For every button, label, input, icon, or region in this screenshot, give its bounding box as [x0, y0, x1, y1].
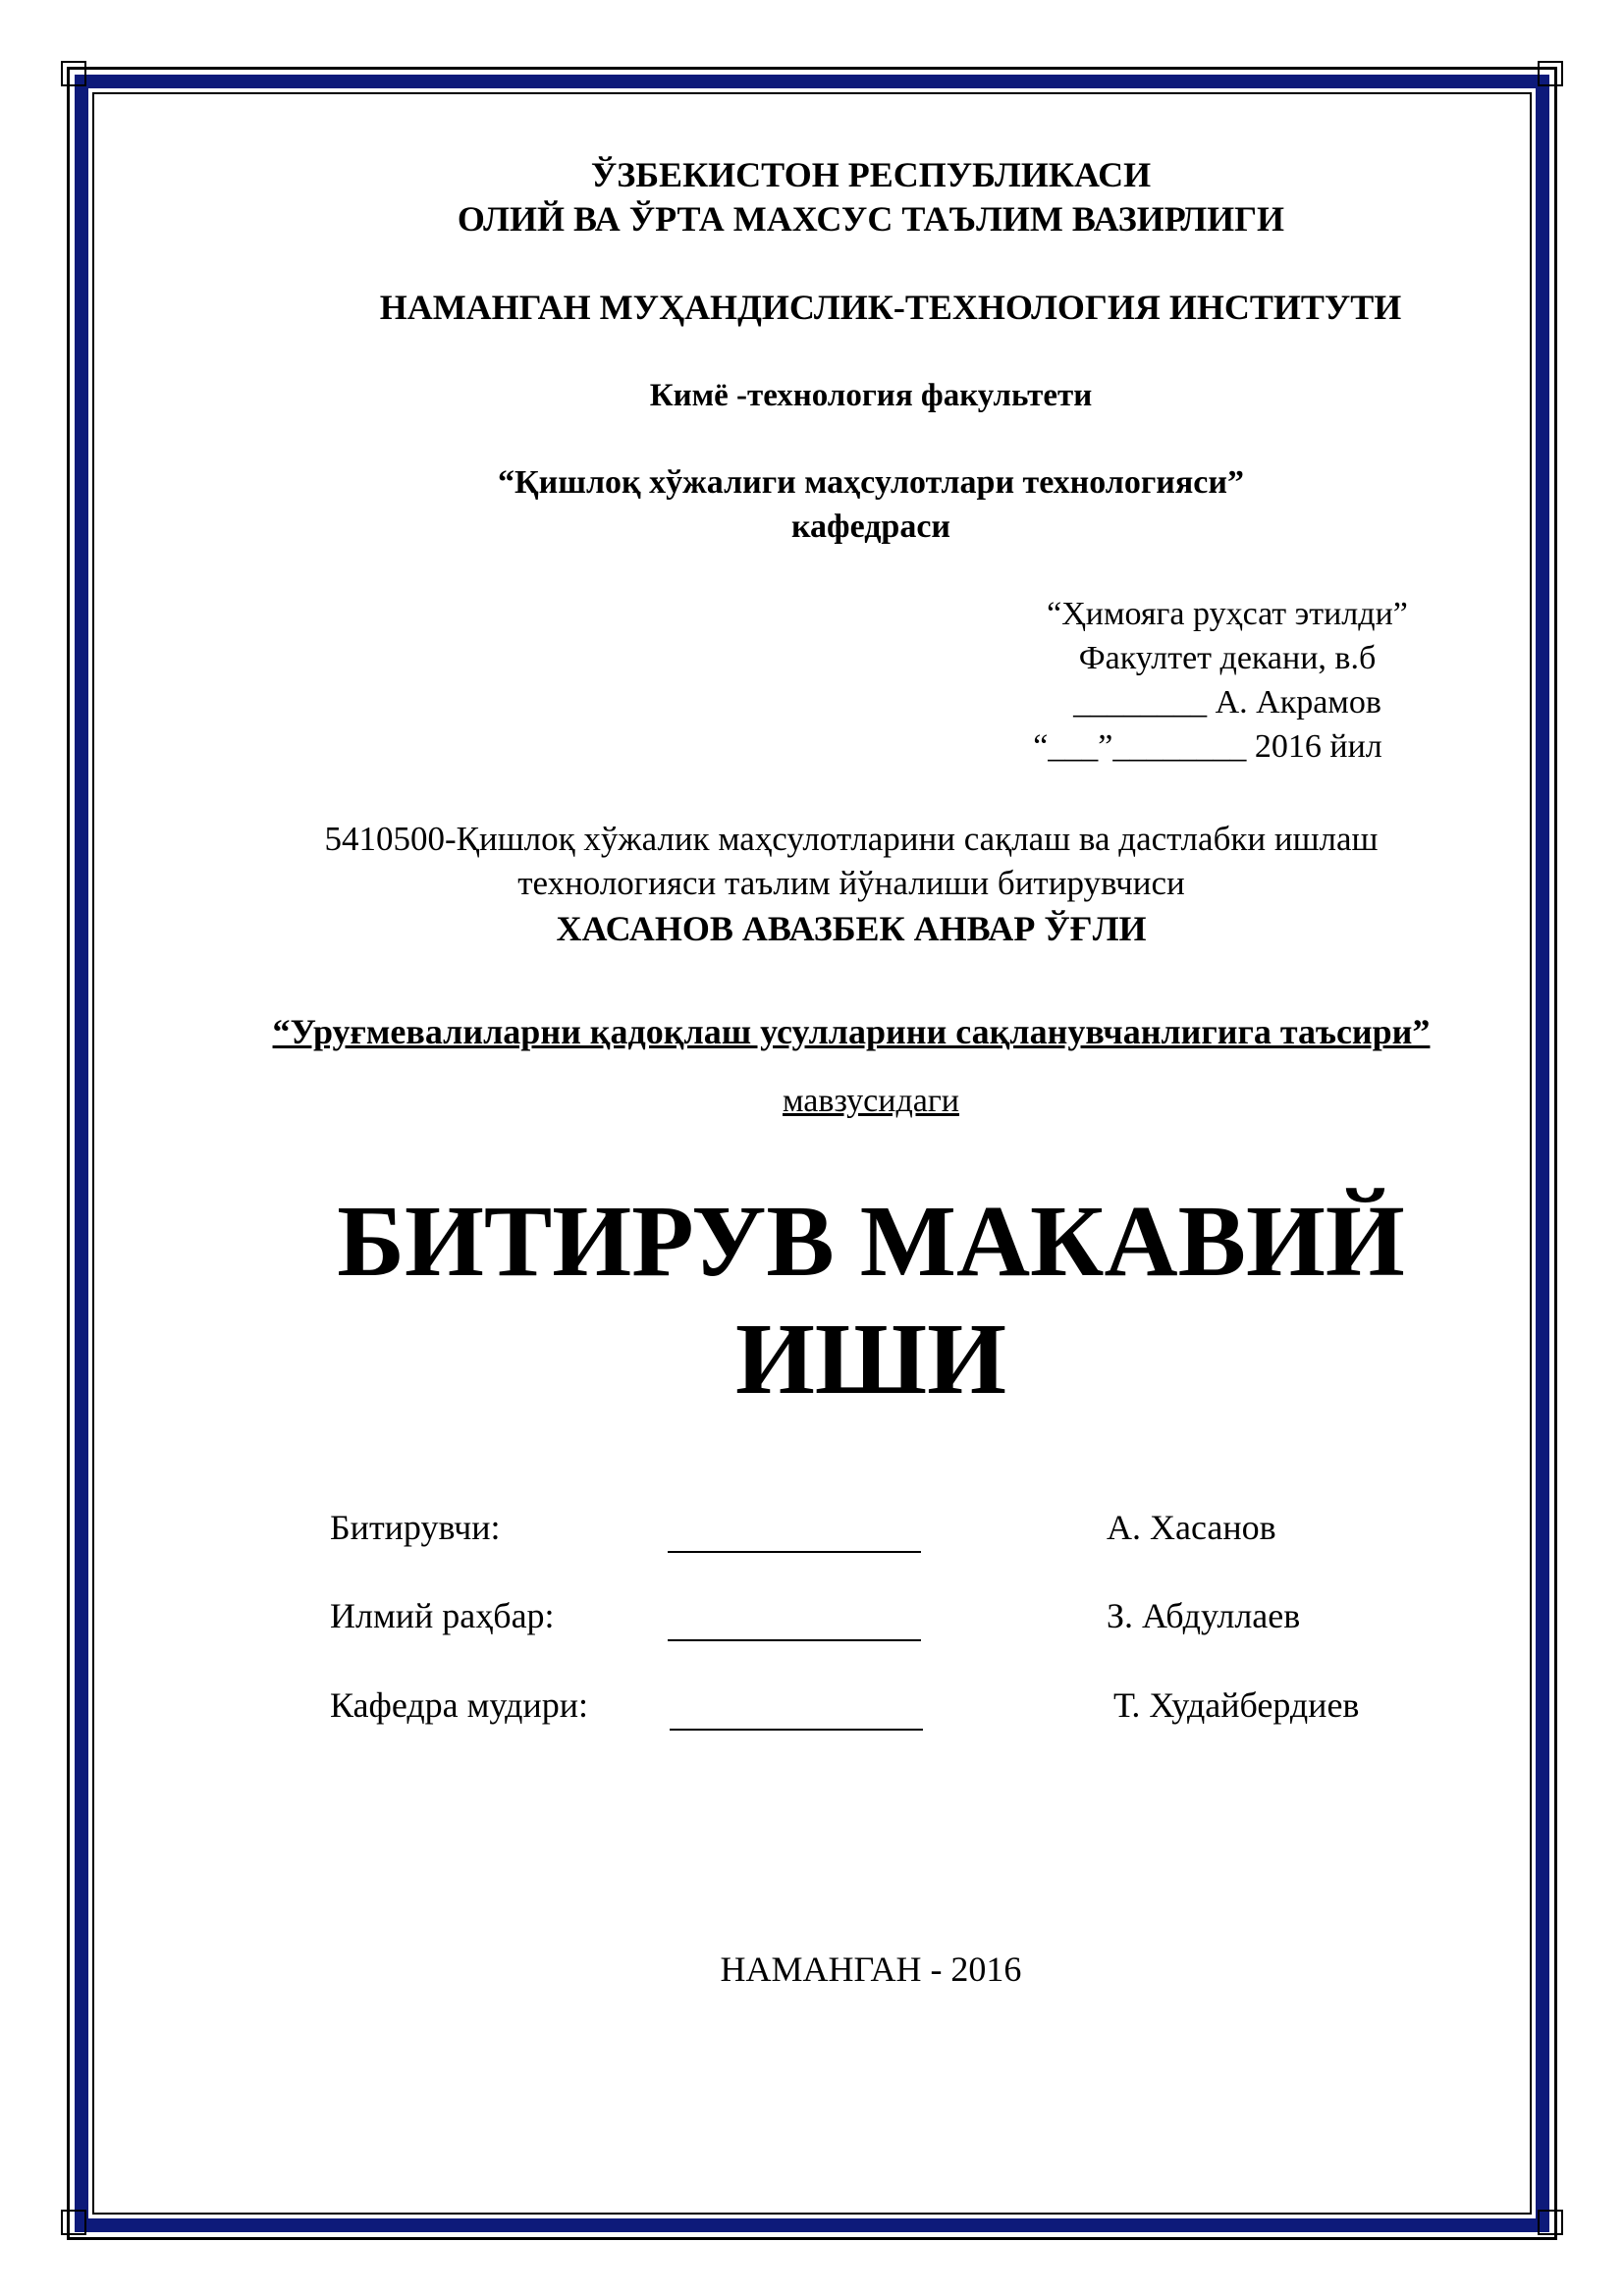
approval-date: “___”________ 2016 йил [1033, 728, 1382, 765]
approval-dean: Факултет декани, в.б [1078, 640, 1377, 676]
work-title-line1: БИТИРУВ МАКАВИЙ [337, 1185, 1405, 1298]
approval-title: “Ҳимояга руҳсат этилди” [1047, 596, 1408, 632]
republic-heading: ЎЗБЕКИСТОН РЕСПУБЛИКАСИ [590, 155, 1152, 194]
border-corner-top-left [61, 61, 86, 86]
student-name: ХАСАНОВ АВАЗБЕК АНВАР ЎҒЛИ [556, 909, 1147, 948]
border-corner-top-right [1538, 61, 1563, 86]
signature-line-head [670, 1689, 923, 1731]
topic-suffix: мавзусидаги [783, 1083, 959, 1119]
faculty-heading: Кимё -технология факультети [649, 378, 1093, 413]
border-corner-bottom-left [61, 2210, 86, 2235]
signature-name-supervisor: З. Абдуллаев [1107, 1596, 1301, 1635]
approval-signature: ________ А. Акрамов [1073, 684, 1381, 721]
signature-name-graduate: А. Хасанов [1107, 1508, 1276, 1547]
specialty-line: 5410500-Қишлоқ хўжалик маҳсулотларини сақлаш ва дастлабки ишлаш [324, 820, 1379, 858]
signature-line-supervisor [668, 1600, 921, 1641]
direction-line: технологияси таълим йўналиши битирувчиси [517, 864, 1185, 902]
border-corner-bottom-right [1538, 2210, 1563, 2235]
institute-heading: НАМАНГАН МУҲАНДИСЛИК-ТЕХНОЛОГИЯ ИНСТИТУТИ [379, 288, 1402, 327]
signature-line-graduate [668, 1512, 921, 1553]
signature-role-graduate: Битирувчи: [330, 1508, 501, 1547]
work-title-line2: ИШИ [735, 1303, 1006, 1415]
ministry-heading: ОЛИЙ ВА ЎРТА МАХСУС ТАЪЛИМ ВАЗИРЛИГИ [457, 199, 1285, 239]
department-word: кафедраси [790, 508, 951, 545]
thesis-topic: “Уруғмевалиларни қадоқлаш усулларини сақланувчанлигига таъсири” [272, 1012, 1431, 1051]
signature-role-supervisor: Илмий раҳбар: [330, 1596, 555, 1635]
signature-name-head: Т. Худайбердиев [1113, 1685, 1360, 1725]
signature-role-head: Кафедра мудири: [330, 1685, 589, 1725]
city-year: НАМАНГАН - 2016 [720, 1949, 1022, 1989]
department-name: “Қишлоқ хўжалиги маҳсулотлари технологияси” [498, 464, 1244, 501]
